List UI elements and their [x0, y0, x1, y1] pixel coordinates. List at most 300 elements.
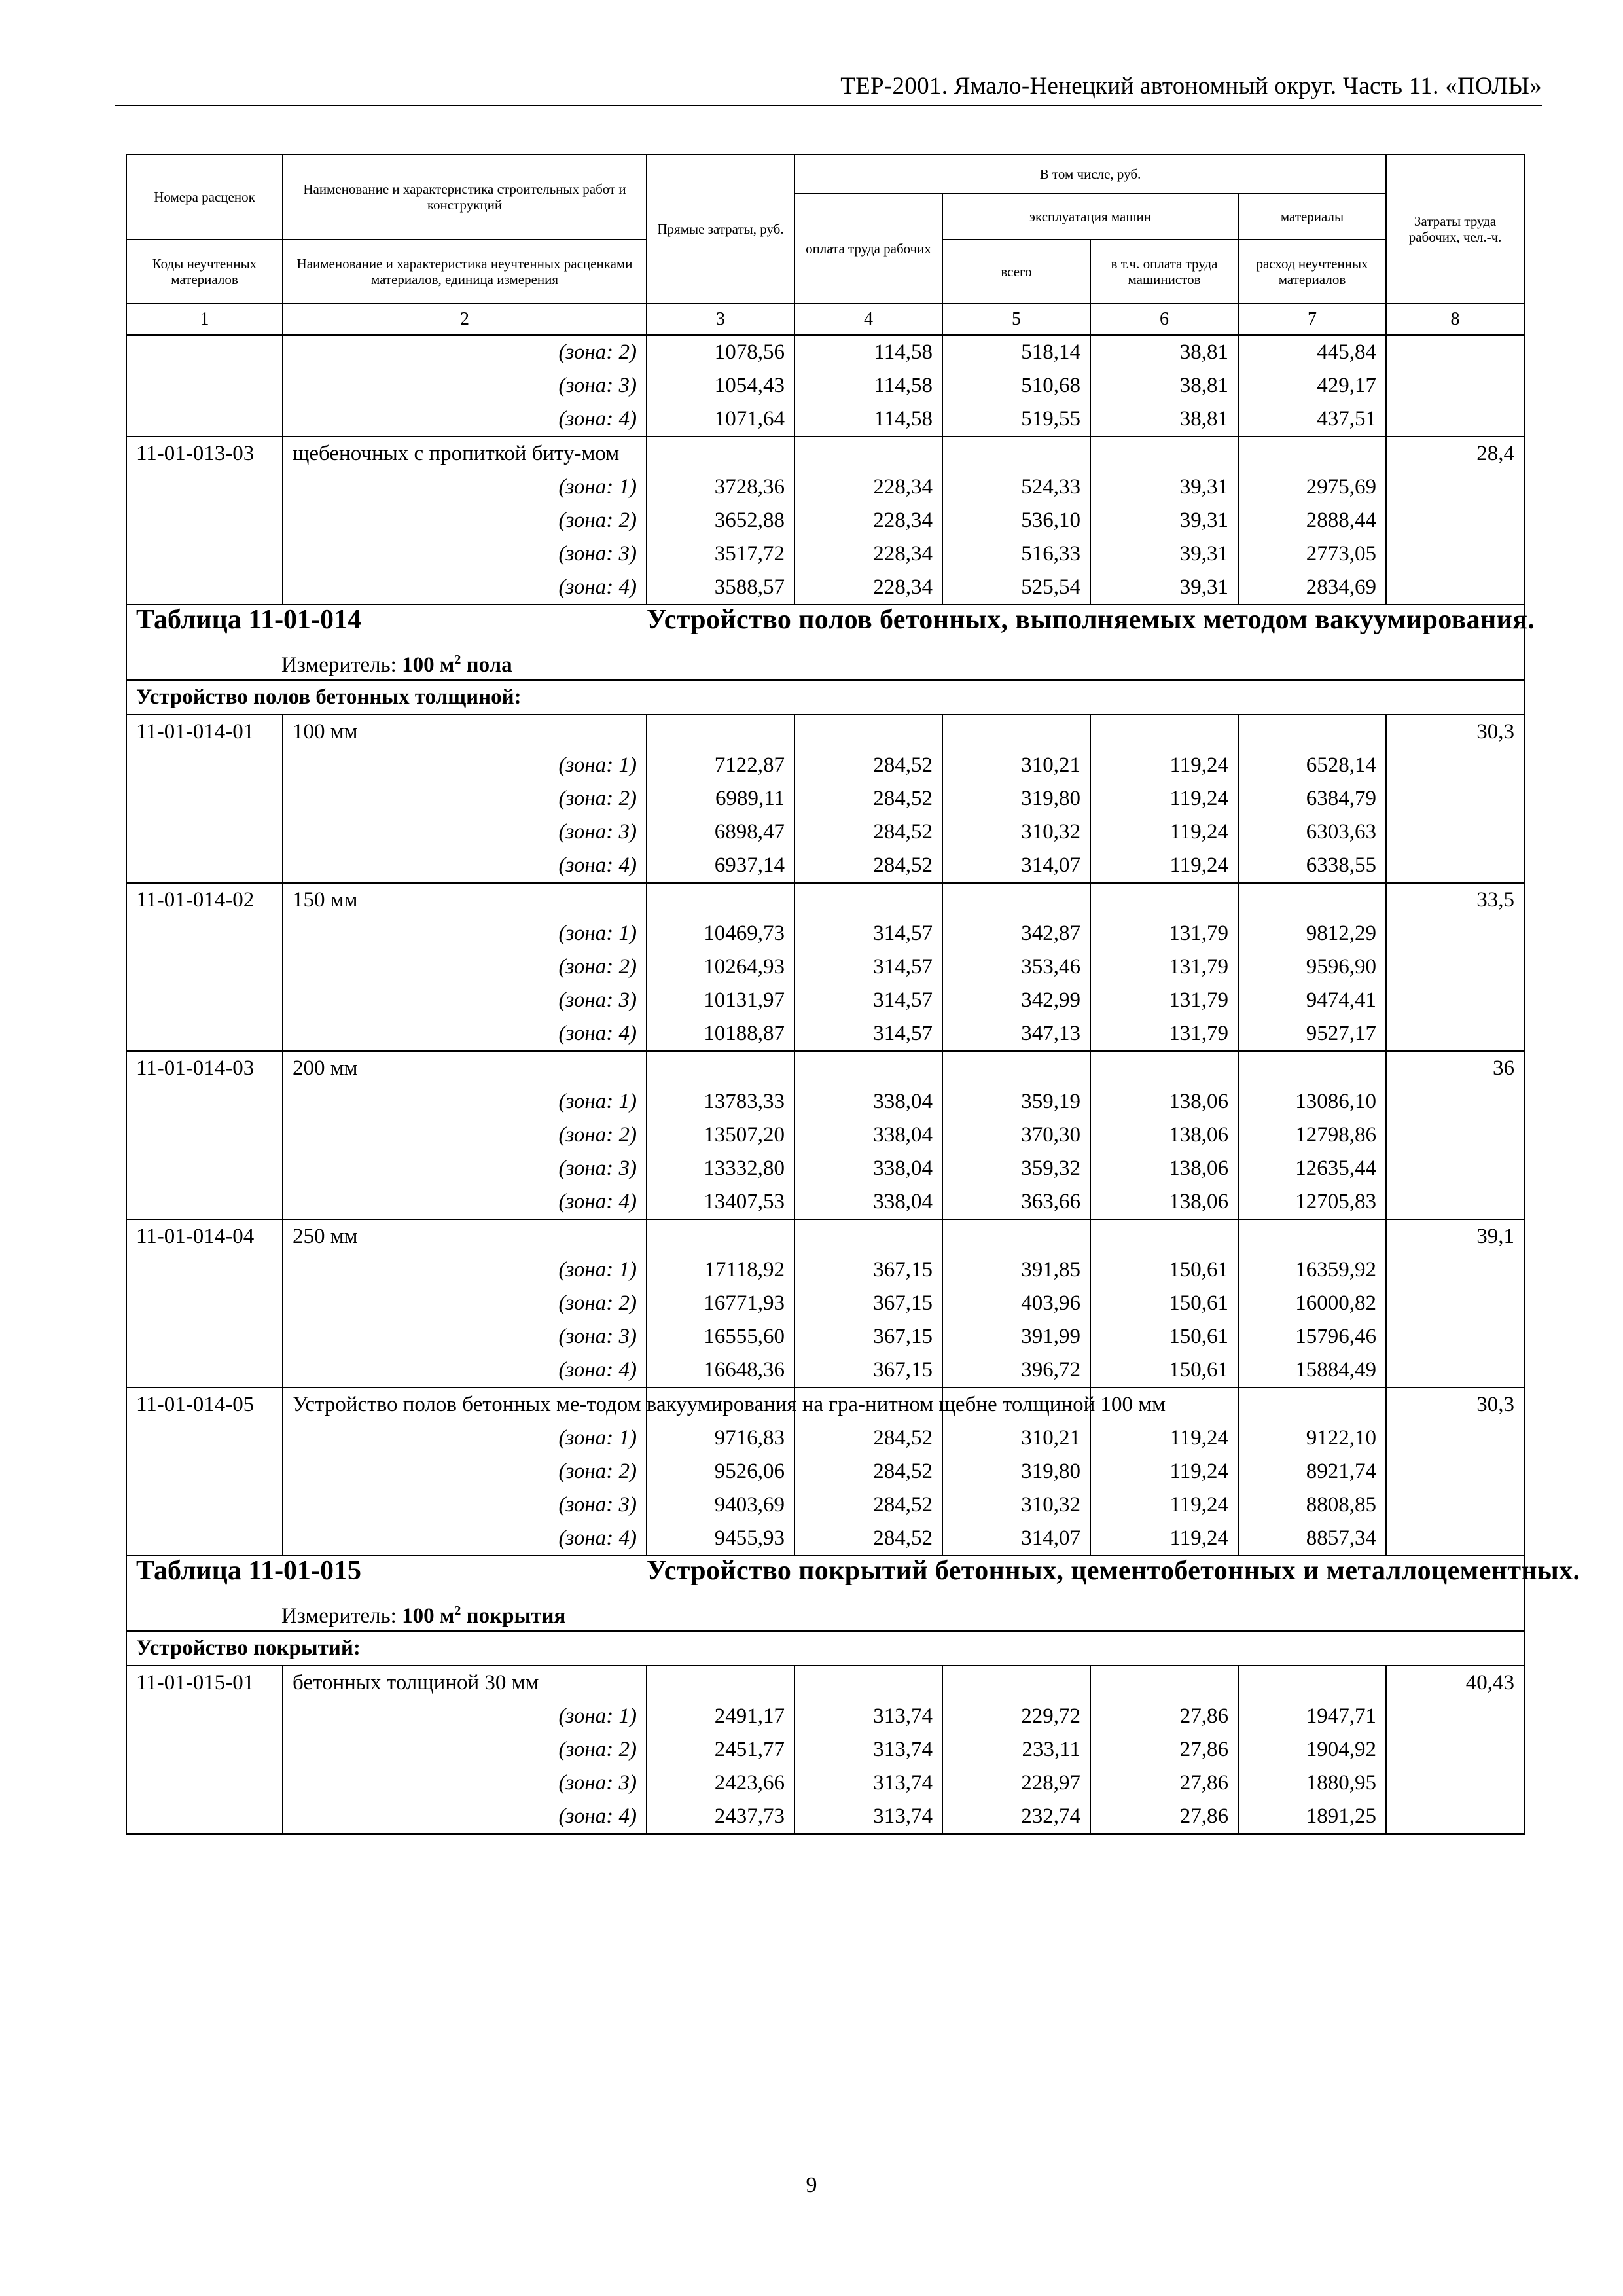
- rate-item-row: [126, 1666, 1524, 1700]
- machines-total-value: 314,07: [942, 849, 1090, 883]
- table-row: [126, 1733, 1524, 1767]
- empty-cell: [794, 1219, 942, 1253]
- header-material-names: Наименование и характеристика неучтенных расценками материалов, единица измерения: [283, 240, 647, 304]
- code-cell: [126, 782, 283, 816]
- labor-cell: [1386, 1455, 1524, 1488]
- rate-description: щебеночных с пропиткой биту-мом: [283, 437, 647, 471]
- table-row: [126, 1152, 1524, 1185]
- labor-value: 39,1: [1386, 1219, 1524, 1253]
- empty-cell: [1090, 1666, 1238, 1700]
- direct-cost-value: 16648,36: [647, 1354, 794, 1388]
- running-header: ТЕР-2001. Ямало-Ненецкий автономный округ. Часть 11. «ПОЛЫ»: [840, 73, 1542, 99]
- operator-pay-value: 131,79: [1090, 984, 1238, 1017]
- labor-cell: [1386, 1767, 1524, 1800]
- direct-cost-value: 9716,83: [647, 1422, 794, 1455]
- zone-label: (зона: 4): [283, 1522, 647, 1556]
- zone-label: (зона: 3): [283, 1320, 647, 1354]
- worker-pay-value: 284,52: [794, 1455, 942, 1488]
- labor-cell: [1386, 816, 1524, 849]
- labor-cell: [1386, 571, 1524, 605]
- labor-cell: [1386, 1488, 1524, 1522]
- labor-cell: [1386, 1085, 1524, 1119]
- operator-pay-value: 38,81: [1090, 369, 1238, 403]
- machines-total-value: 347,13: [942, 1017, 1090, 1051]
- direct-cost-value: 9455,93: [647, 1522, 794, 1556]
- table-row: [126, 1119, 1524, 1152]
- materials-value: 9122,10: [1238, 1422, 1386, 1455]
- table-row: [126, 1767, 1524, 1800]
- empty-cell: [647, 1219, 794, 1253]
- worker-pay-value: 228,34: [794, 471, 942, 504]
- labor-cell: [1386, 984, 1524, 1017]
- code-cell: [126, 984, 283, 1017]
- rate-code: 11-01-014-02: [126, 883, 283, 917]
- column-number: 2: [283, 304, 647, 335]
- machines-total-value: 233,11: [942, 1733, 1090, 1767]
- direct-cost-value: 3588,57: [647, 571, 794, 605]
- materials-value: 16000,82: [1238, 1287, 1386, 1320]
- machines-total-value: 363,66: [942, 1185, 1090, 1219]
- labor-value: 36: [1386, 1051, 1524, 1085]
- labor-cell: [1386, 471, 1524, 504]
- materials-value: 9474,41: [1238, 984, 1386, 1017]
- worker-pay-value: 284,52: [794, 1488, 942, 1522]
- rate-code: 11-01-014-03: [126, 1051, 283, 1085]
- unit-value: 100 м: [402, 1604, 455, 1628]
- rate-item-row: [126, 1051, 1524, 1085]
- table-row: [126, 537, 1524, 571]
- labor-cell: [1386, 849, 1524, 883]
- worker-pay-value: 228,34: [794, 571, 942, 605]
- header-rule: [115, 105, 1542, 106]
- materials-value: 12635,44: [1238, 1152, 1386, 1185]
- worker-pay-value: 114,58: [794, 369, 942, 403]
- table-row: [126, 571, 1524, 605]
- code-cell: [126, 537, 283, 571]
- operator-pay-value: 119,24: [1090, 849, 1238, 883]
- worker-pay-value: 313,74: [794, 1733, 942, 1767]
- zone-label: (зона: 2): [283, 1733, 647, 1767]
- worker-pay-value: 338,04: [794, 1185, 942, 1219]
- empty-cell: [647, 437, 794, 471]
- zone-label: (зона: 4): [283, 571, 647, 605]
- labor-cell: [1386, 1800, 1524, 1834]
- worker-pay-value: 313,74: [794, 1800, 942, 1834]
- header-machine-operation: эксплуатация машин: [942, 194, 1238, 240]
- direct-cost-value: 3652,88: [647, 504, 794, 537]
- code-cell: [126, 471, 283, 504]
- empty-cell: [794, 437, 942, 471]
- materials-value: 2975,69: [1238, 471, 1386, 504]
- machines-total-value: 353,46: [942, 950, 1090, 984]
- labor-value: 40,43: [1386, 1666, 1524, 1700]
- machines-total-value: 232,74: [942, 1800, 1090, 1834]
- table-row: [126, 1320, 1524, 1354]
- zone-label: (зона: 2): [283, 1455, 647, 1488]
- code-cell: [126, 335, 283, 369]
- empty-cell: [942, 883, 1090, 917]
- code-cell: [126, 1455, 283, 1488]
- rate-item-row: [126, 715, 1524, 749]
- zone-label: (зона: 1): [283, 1253, 647, 1287]
- zone-label: (зона: 2): [283, 950, 647, 984]
- code-cell: [126, 1354, 283, 1388]
- table-row: [126, 1422, 1524, 1455]
- machines-total-value: 370,30: [942, 1119, 1090, 1152]
- rate-code: 11-01-014-05: [126, 1388, 283, 1422]
- machines-total-value: 525,54: [942, 571, 1090, 605]
- worker-pay-value: 338,04: [794, 1152, 942, 1185]
- table-row: [126, 1287, 1524, 1320]
- worker-pay-value: 314,57: [794, 1017, 942, 1051]
- worker-pay-value: 284,52: [794, 749, 942, 782]
- materials-value: 1904,92: [1238, 1733, 1386, 1767]
- labor-cell: [1386, 1119, 1524, 1152]
- table-heading-015: [126, 1556, 1580, 1631]
- labor-cell: [1386, 537, 1524, 571]
- direct-cost-value: 2491,17: [647, 1700, 794, 1733]
- table-row: [126, 504, 1524, 537]
- column-number: 3: [647, 304, 794, 335]
- zone-label: (зона: 2): [283, 335, 647, 369]
- direct-cost-value: 13407,53: [647, 1185, 794, 1219]
- unit-prefix: Измеритель:: [281, 653, 397, 677]
- materials-value: 6384,79: [1238, 782, 1386, 816]
- rate-item-row: [126, 1219, 1524, 1253]
- empty-cell: [647, 715, 794, 749]
- subheading-row: [126, 1631, 1524, 1666]
- worker-pay-value: 314,57: [794, 917, 942, 950]
- column-number: 4: [794, 304, 942, 335]
- machines-total-value: 319,80: [942, 1455, 1090, 1488]
- labor-cell: [1386, 1152, 1524, 1185]
- unit-line: [281, 645, 1514, 679]
- materials-value: 6303,63: [1238, 816, 1386, 849]
- labor-cell: [1386, 1733, 1524, 1767]
- table-row: [126, 816, 1524, 849]
- header-material-consumption: расход неучтенных материалов: [1238, 240, 1386, 304]
- code-cell: [126, 1320, 283, 1354]
- worker-pay-value: 284,52: [794, 1422, 942, 1455]
- labor-value: 28,4: [1386, 437, 1524, 471]
- operator-pay-value: 138,06: [1090, 1085, 1238, 1119]
- code-cell: [126, 1800, 283, 1834]
- subheading: Устройство покрытий:: [126, 1631, 1524, 1666]
- materials-value: 13086,10: [1238, 1085, 1386, 1119]
- operator-pay-value: 39,31: [1090, 571, 1238, 605]
- labor-value: 33,5: [1386, 883, 1524, 917]
- empty-cell: [1238, 437, 1386, 471]
- direct-cost-value: 2451,77: [647, 1733, 794, 1767]
- operator-pay-value: 39,31: [1090, 471, 1238, 504]
- empty-cell: [1238, 1666, 1386, 1700]
- code-cell: [126, 1119, 283, 1152]
- empty-cell: [942, 1666, 1090, 1700]
- operator-pay-value: 131,79: [1090, 1017, 1238, 1051]
- machines-total-value: 396,72: [942, 1354, 1090, 1388]
- section-015: [126, 1556, 1524, 1631]
- machines-total-value: 310,21: [942, 1422, 1090, 1455]
- worker-pay-value: 313,74: [794, 1700, 942, 1733]
- direct-cost-value: 9526,06: [647, 1455, 794, 1488]
- code-cell: [126, 1185, 283, 1219]
- worker-pay-value: 284,52: [794, 1522, 942, 1556]
- table-title: Устройство покрытий бетонных, цементобетонных и металлоцементных.: [647, 1556, 1580, 1586]
- direct-cost-value: 10188,87: [647, 1017, 794, 1051]
- materials-value: 429,17: [1238, 369, 1386, 403]
- table-row: [126, 1700, 1524, 1733]
- header-work-name: Наименование и характеристика строительных работ и конструкций: [283, 154, 647, 240]
- header-worker-pay: оплата труда рабочих: [794, 194, 942, 304]
- empty-cell: [794, 1666, 942, 1700]
- operator-pay-value: 119,24: [1090, 749, 1238, 782]
- page-number: 9: [806, 2173, 817, 2197]
- code-cell: [126, 1733, 283, 1767]
- worker-pay-value: 284,52: [794, 816, 942, 849]
- rate-item-row: [126, 437, 1524, 471]
- column-number: 7: [1238, 304, 1386, 335]
- rate-description: 150 мм: [283, 883, 647, 917]
- rate-code: 11-01-014-01: [126, 715, 283, 749]
- empty-cell: [647, 1051, 794, 1085]
- code-cell: [126, 950, 283, 984]
- rate-code: 11-01-014-04: [126, 1219, 283, 1253]
- direct-cost-value: 2437,73: [647, 1800, 794, 1834]
- labor-cell: [1386, 335, 1524, 369]
- machines-total-value: 524,33: [942, 471, 1090, 504]
- operator-pay-value: 119,24: [1090, 1522, 1238, 1556]
- direct-cost-value: 6937,14: [647, 849, 794, 883]
- worker-pay-value: 338,04: [794, 1085, 942, 1119]
- machines-total-value: 314,07: [942, 1522, 1090, 1556]
- materials-value: 12798,86: [1238, 1119, 1386, 1152]
- table-row: [126, 1085, 1524, 1119]
- operator-pay-value: 150,61: [1090, 1354, 1238, 1388]
- code-cell: [126, 1253, 283, 1287]
- table-row: [126, 1522, 1524, 1556]
- rate-item-row: [126, 1388, 1524, 1422]
- materials-value: 8808,85: [1238, 1488, 1386, 1522]
- machines-total-value: 391,99: [942, 1320, 1090, 1354]
- code-cell: [126, 849, 283, 883]
- zone-label: (зона: 4): [283, 849, 647, 883]
- table-row: [126, 1354, 1524, 1388]
- machines-total-value: 518,14: [942, 335, 1090, 369]
- unit-line: [281, 1596, 1514, 1630]
- direct-cost-value: 13332,80: [647, 1152, 794, 1185]
- materials-value: 2834,69: [1238, 571, 1386, 605]
- column-number: 5: [942, 304, 1090, 335]
- operator-pay-value: 27,86: [1090, 1733, 1238, 1767]
- machines-total-value: 359,19: [942, 1085, 1090, 1119]
- header-including: В том числе, руб.: [794, 154, 1386, 194]
- empty-cell: [942, 1051, 1090, 1085]
- rates-table: [126, 154, 1580, 1835]
- materials-value: 445,84: [1238, 335, 1386, 369]
- rate-description: 100 мм: [283, 715, 647, 749]
- empty-cell: [647, 883, 794, 917]
- labor-cell: [1386, 1320, 1524, 1354]
- worker-pay-value: 314,57: [794, 950, 942, 984]
- zone-label: (зона: 4): [283, 1017, 647, 1051]
- materials-value: 1947,71: [1238, 1700, 1386, 1733]
- direct-cost-value: 6898,47: [647, 816, 794, 849]
- empty-cell: [1238, 1219, 1386, 1253]
- zone-label: (зона: 4): [283, 1185, 647, 1219]
- rate-item-row: [126, 883, 1524, 917]
- labor-cell: [1386, 1700, 1524, 1733]
- column-number: 8: [1386, 304, 1524, 335]
- empty-cell: [794, 715, 942, 749]
- code-cell: [126, 917, 283, 950]
- worker-pay-value: 338,04: [794, 1119, 942, 1152]
- labor-cell: [1386, 1522, 1524, 1556]
- labor-value: 30,3: [1386, 715, 1524, 749]
- direct-cost-value: 16555,60: [647, 1320, 794, 1354]
- empty-cell: [794, 1051, 942, 1085]
- materials-value: 9596,90: [1238, 950, 1386, 984]
- zone-label: (зона: 2): [283, 504, 647, 537]
- direct-cost-value: 2423,66: [647, 1767, 794, 1800]
- materials-value: 2773,05: [1238, 537, 1386, 571]
- machines-total-value: 229,72: [942, 1700, 1090, 1733]
- operator-pay-value: 150,61: [1090, 1320, 1238, 1354]
- column-number: 6: [1090, 304, 1238, 335]
- code-cell: [126, 1522, 283, 1556]
- unit-prefix: Измеритель:: [281, 1604, 397, 1628]
- empty-cell: [1238, 1051, 1386, 1085]
- table-row: [126, 471, 1524, 504]
- rate-description: 250 мм: [283, 1219, 647, 1253]
- machines-total-value: 310,32: [942, 1488, 1090, 1522]
- zone-label: (зона: 3): [283, 1767, 647, 1800]
- direct-cost-value: 10264,93: [647, 950, 794, 984]
- subheading: Устройство полов бетонных толщиной:: [126, 680, 1524, 715]
- operator-pay-value: 27,86: [1090, 1700, 1238, 1733]
- worker-pay-value: 367,15: [794, 1253, 942, 1287]
- empty-cell: [1238, 883, 1386, 917]
- column-numbers-row: [126, 304, 1524, 335]
- operator-pay-value: 39,31: [1090, 504, 1238, 537]
- empty-cell: [942, 715, 1090, 749]
- materials-value: 12705,83: [1238, 1185, 1386, 1219]
- labor-cell: [1386, 403, 1524, 437]
- table-number: Таблица 11-01-014: [136, 605, 362, 635]
- operator-pay-value: 131,79: [1090, 917, 1238, 950]
- labor-cell: [1386, 1017, 1524, 1051]
- machines-total-value: 519,55: [942, 403, 1090, 437]
- table-number: Таблица 11-01-015: [136, 1556, 362, 1586]
- machines-total-value: 536,10: [942, 504, 1090, 537]
- direct-cost-value: 13507,20: [647, 1119, 794, 1152]
- machines-total-value: 516,33: [942, 537, 1090, 571]
- materials-value: 8857,34: [1238, 1522, 1386, 1556]
- empty-cell: [942, 437, 1090, 471]
- zone-label: (зона: 3): [283, 369, 647, 403]
- operator-pay-value: 119,24: [1090, 1488, 1238, 1522]
- empty-cell: [647, 1666, 794, 1700]
- code-cell: [126, 749, 283, 782]
- direct-cost-value: 17118,92: [647, 1253, 794, 1287]
- machines-total-value: 342,87: [942, 917, 1090, 950]
- rate-description: Устройство полов бетонных ме-тодом вакуумирования на гра-нитном щебне толщиной 100 мм: [283, 1388, 647, 1422]
- table-title: Устройство полов бетонных, выполняемых методом вакуумирования.: [647, 605, 1535, 635]
- rate-description: 200 мм: [283, 1051, 647, 1085]
- zone-label: (зона: 3): [283, 537, 647, 571]
- table-row: [126, 1017, 1524, 1051]
- code-cell: [126, 571, 283, 605]
- materials-value: 9527,17: [1238, 1017, 1386, 1051]
- zone-label: (зона: 1): [283, 1700, 647, 1733]
- table-row: [126, 950, 1524, 984]
- worker-pay-value: 228,34: [794, 537, 942, 571]
- column-number: 1: [126, 304, 283, 335]
- table-row: [126, 1800, 1524, 1834]
- zone-label: (зона: 4): [283, 1800, 647, 1834]
- direct-cost-value: 1071,64: [647, 403, 794, 437]
- direct-cost-value: 3728,36: [647, 471, 794, 504]
- materials-value: 9812,29: [1238, 917, 1386, 950]
- labor-cell: [1386, 749, 1524, 782]
- unit-sup: 2: [454, 653, 461, 667]
- machines-total-value: 310,21: [942, 749, 1090, 782]
- zone-label: (зона: 2): [283, 1287, 647, 1320]
- worker-pay-value: 284,52: [794, 849, 942, 883]
- worker-pay-value: 313,74: [794, 1767, 942, 1800]
- code-cell: [126, 504, 283, 537]
- direct-cost-value: 16771,93: [647, 1287, 794, 1320]
- header-material-codes: Коды неучтенных материалов: [126, 240, 283, 304]
- rate-code: 11-01-013-03: [126, 437, 283, 471]
- zone-label: (зона: 3): [283, 984, 647, 1017]
- materials-value: 6338,55: [1238, 849, 1386, 883]
- direct-cost-value: 9403,69: [647, 1488, 794, 1522]
- worker-pay-value: 228,34: [794, 504, 942, 537]
- direct-cost-value: 10469,73: [647, 917, 794, 950]
- code-cell: [126, 816, 283, 849]
- empty-cell: [1238, 1388, 1386, 1422]
- operator-pay-value: 119,24: [1090, 816, 1238, 849]
- worker-pay-value: 367,15: [794, 1287, 942, 1320]
- operator-pay-value: 138,06: [1090, 1185, 1238, 1219]
- direct-cost-value: 6989,11: [647, 782, 794, 816]
- code-cell: [126, 1700, 283, 1733]
- operator-pay-value: 27,86: [1090, 1800, 1238, 1834]
- direct-cost-value: 10131,97: [647, 984, 794, 1017]
- direct-cost-value: 13783,33: [647, 1085, 794, 1119]
- labor-cell: [1386, 782, 1524, 816]
- worker-pay-value: 367,15: [794, 1354, 942, 1388]
- worker-pay-value: 314,57: [794, 984, 942, 1017]
- table-row: [126, 917, 1524, 950]
- zone-label: (зона: 3): [283, 1488, 647, 1522]
- table-row: [126, 984, 1524, 1017]
- operator-pay-value: 27,86: [1090, 1767, 1238, 1800]
- operator-pay-value: 39,31: [1090, 537, 1238, 571]
- table-row: [126, 1253, 1524, 1287]
- operator-pay-value: 131,79: [1090, 950, 1238, 984]
- header-machines-total: всего: [942, 240, 1090, 304]
- section-014: [126, 605, 1524, 680]
- subheading-row: [126, 680, 1524, 715]
- zone-label: (зона: 1): [283, 917, 647, 950]
- machines-total-value: 359,32: [942, 1152, 1090, 1185]
- worker-pay-value: 284,52: [794, 782, 942, 816]
- unit-suffix: пола: [466, 653, 512, 677]
- zone-label: (зона: 3): [283, 1152, 647, 1185]
- rate-code: 11-01-015-01: [126, 1666, 283, 1700]
- materials-value: 6528,14: [1238, 749, 1386, 782]
